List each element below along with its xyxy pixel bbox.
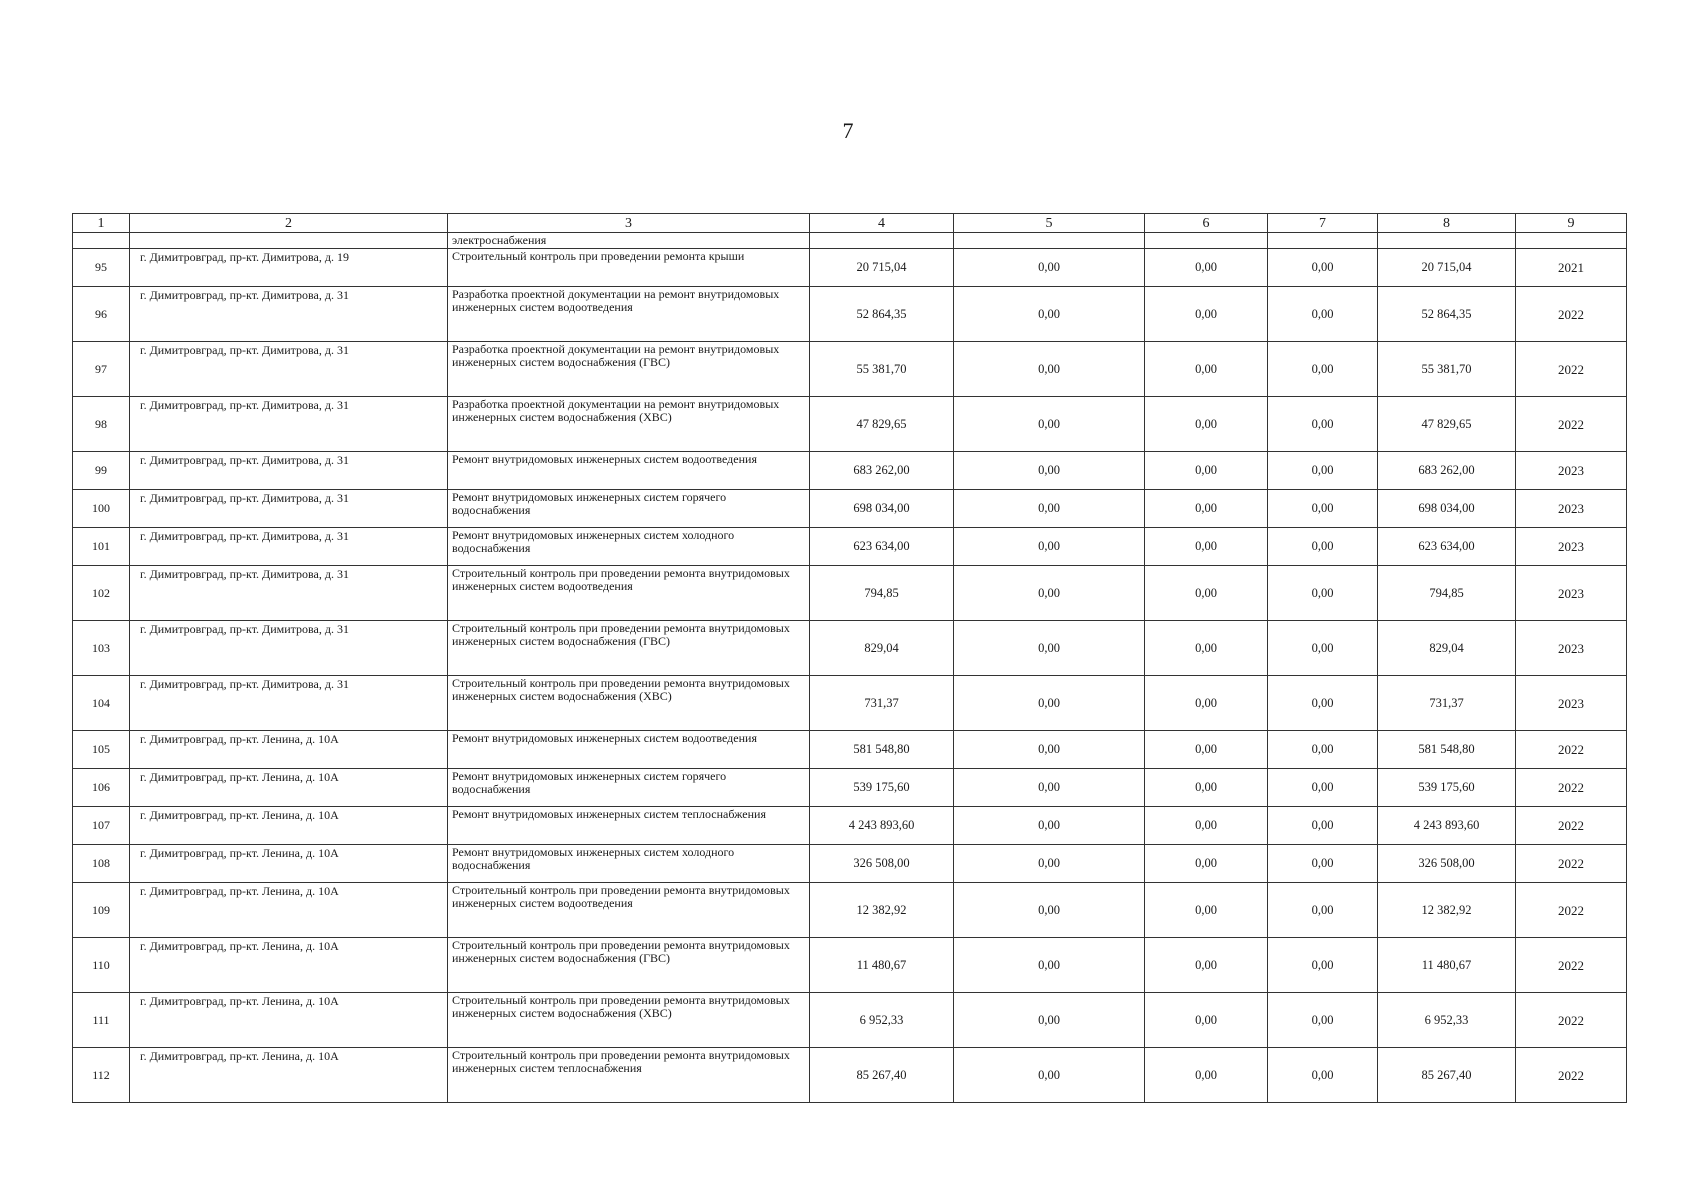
address-cell: г. Димитровград, пр-кт. Ленина, д. 10А xyxy=(130,845,448,883)
work-description: Ремонт внутридомовых инженерных систем холодного водоснабжения xyxy=(448,845,810,883)
total-cost: 12 382,92 xyxy=(810,883,954,938)
col5-value: 0,00 xyxy=(954,676,1145,731)
col5-value: 0,00 xyxy=(954,490,1145,528)
col5-value: 0,00 xyxy=(954,287,1145,342)
planned-year: 2022 xyxy=(1516,938,1627,993)
fund-value: 581 548,80 xyxy=(1378,731,1516,769)
table-row xyxy=(73,845,1627,883)
col5-value: 0,00 xyxy=(954,883,1145,938)
address-cell: г. Димитровград, пр-кт. Димитрова, д. 31 xyxy=(130,621,448,676)
table-row xyxy=(73,397,1627,452)
header-col-2: 2 xyxy=(130,214,448,233)
work-description: Разработка проектной документации на ремонт внутридомовых инженерных систем водоотведения xyxy=(448,287,810,342)
address-cell: г. Димитровград, пр-кт. Ленина, д. 10А xyxy=(130,807,448,845)
work-description: Разработка проектной документации на ремонт внутридомовых инженерных систем водоснабжения (ХВС) xyxy=(448,397,810,452)
col5-value: 0,00 xyxy=(954,452,1145,490)
work-description: Строительный контроль при проведении ремонта внутридомовых инженерных систем водоснабжения (ХВС) xyxy=(448,676,810,731)
planned-year: 2022 xyxy=(1516,807,1627,845)
planned-year: 2022 xyxy=(1516,883,1627,938)
table-row xyxy=(73,993,1627,1048)
col7-value: 0,00 xyxy=(1268,807,1378,845)
address-cell: г. Димитровград, пр-кт. Димитрова, д. 31 xyxy=(130,490,448,528)
total-cost: 683 262,00 xyxy=(810,452,954,490)
table-row xyxy=(73,769,1627,807)
col6-value: 0,00 xyxy=(1145,490,1268,528)
work-description: Строительный контроль при проведении ремонта внутридомовых инженерных систем водоотведения xyxy=(448,883,810,938)
planned-year: 2022 xyxy=(1516,993,1627,1048)
total-cost: 581 548,80 xyxy=(810,731,954,769)
col7-value: 0,00 xyxy=(1268,287,1378,342)
col6-value: 0,00 xyxy=(1145,528,1268,566)
address-cell: г. Димитровград, пр-кт. Димитрова, д. 31 xyxy=(130,342,448,397)
col5-value: 0,00 xyxy=(954,528,1145,566)
col7-value: 0,00 xyxy=(1268,731,1378,769)
col5-value: 0,00 xyxy=(954,993,1145,1048)
col5-value: 0,00 xyxy=(954,566,1145,621)
row-number: 98 xyxy=(73,397,130,452)
address-cell: г. Димитровград, пр-кт. Димитрова, д. 19 xyxy=(130,249,448,287)
work-description: Ремонт внутридомовых инженерных систем холодного водоснабжения xyxy=(448,528,810,566)
col6-value: 0,00 xyxy=(1145,452,1268,490)
table-row xyxy=(73,676,1627,731)
col7-value: 0,00 xyxy=(1268,621,1378,676)
planned-year: 2022 xyxy=(1516,769,1627,807)
address-cell: г. Димитровград, пр-кт. Димитрова, д. 31 xyxy=(130,566,448,621)
col6-value: 0,00 xyxy=(1145,807,1268,845)
total-cost: 539 175,60 xyxy=(810,769,954,807)
address-cell: г. Димитровград, пр-кт. Ленина, д. 10А xyxy=(130,938,448,993)
total-cost: 794,85 xyxy=(810,566,954,621)
col7-value: 0,00 xyxy=(1268,342,1378,397)
row-number: 106 xyxy=(73,769,130,807)
table-row xyxy=(73,938,1627,993)
col5-value: 0,00 xyxy=(954,1048,1145,1103)
col6-value: 0,00 xyxy=(1145,397,1268,452)
col6-value: 0,00 xyxy=(1145,676,1268,731)
row-number: 101 xyxy=(73,528,130,566)
repair-plan-table-wrapper xyxy=(72,213,1626,1103)
address-cell: г. Димитровград, пр-кт. Димитрова, д. 31 xyxy=(130,676,448,731)
col6-value: 0,00 xyxy=(1145,731,1268,769)
header-col-8: 8 xyxy=(1378,214,1516,233)
col6-value: 0,00 xyxy=(1145,769,1268,807)
planned-year: 2022 xyxy=(1516,342,1627,397)
continuation-cell-4 xyxy=(810,233,954,249)
header-col-1: 1 xyxy=(73,214,130,233)
col7-value: 0,00 xyxy=(1268,938,1378,993)
page-number: 7 xyxy=(842,118,854,143)
col7-value: 0,00 xyxy=(1268,249,1378,287)
row-number: 97 xyxy=(73,342,130,397)
planned-year: 2023 xyxy=(1516,490,1627,528)
table-row xyxy=(73,621,1627,676)
planned-year: 2022 xyxy=(1516,397,1627,452)
fund-value: 731,37 xyxy=(1378,676,1516,731)
col7-value: 0,00 xyxy=(1268,1048,1378,1103)
planned-year: 2023 xyxy=(1516,566,1627,621)
fund-value: 20 715,04 xyxy=(1378,249,1516,287)
fund-value: 47 829,65 xyxy=(1378,397,1516,452)
work-description: Ремонт внутридомовых инженерных систем горячего водоснабжения xyxy=(448,769,810,807)
total-cost: 623 634,00 xyxy=(810,528,954,566)
total-cost: 6 952,33 xyxy=(810,993,954,1048)
continuation-cell-6 xyxy=(1145,233,1268,249)
fund-value: 683 262,00 xyxy=(1378,452,1516,490)
work-description: Строительный контроль при проведении ремонта внутридомовых инженерных систем водоснабжения (ГВС) xyxy=(448,938,810,993)
work-description: Строительный контроль при проведении ремонта внутридомовых инженерных систем водоотведения xyxy=(448,566,810,621)
row-number: 95 xyxy=(73,249,130,287)
address-cell: г. Димитровград, пр-кт. Ленина, д. 10А xyxy=(130,1048,448,1103)
total-cost: 326 508,00 xyxy=(810,845,954,883)
table-row xyxy=(73,566,1627,621)
row-number: 102 xyxy=(73,566,130,621)
row-number: 96 xyxy=(73,287,130,342)
continuation-cell-9 xyxy=(1516,233,1627,249)
table-row xyxy=(73,342,1627,397)
col5-value: 0,00 xyxy=(954,938,1145,993)
planned-year: 2023 xyxy=(1516,676,1627,731)
work-description: Разработка проектной документации на ремонт внутридомовых инженерных систем водоснабжения (ГВС) xyxy=(448,342,810,397)
fund-value: 539 175,60 xyxy=(1378,769,1516,807)
fund-value: 829,04 xyxy=(1378,621,1516,676)
col7-value: 0,00 xyxy=(1268,993,1378,1048)
fund-value: 52 864,35 xyxy=(1378,287,1516,342)
planned-year: 2023 xyxy=(1516,621,1627,676)
col6-value: 0,00 xyxy=(1145,287,1268,342)
address-cell: г. Димитровград, пр-кт. Димитрова, д. 31 xyxy=(130,397,448,452)
row-number: 109 xyxy=(73,883,130,938)
table-row xyxy=(73,528,1627,566)
fund-value: 4 243 893,60 xyxy=(1378,807,1516,845)
continuation-row xyxy=(73,233,1627,249)
planned-year: 2022 xyxy=(1516,1048,1627,1103)
work-description: Строительный контроль при проведении ремонта внутридомовых инженерных систем теплоснабжения xyxy=(448,1048,810,1103)
row-number: 103 xyxy=(73,621,130,676)
work-description: Ремонт внутридомовых инженерных систем водоотведения xyxy=(448,731,810,769)
col7-value: 0,00 xyxy=(1268,676,1378,731)
col6-value: 0,00 xyxy=(1145,993,1268,1048)
address-cell: г. Димитровград, пр-кт. Димитрова, д. 31 xyxy=(130,528,448,566)
address-cell: г. Димитровград, пр-кт. Ленина, д. 10А xyxy=(130,769,448,807)
fund-value: 623 634,00 xyxy=(1378,528,1516,566)
col5-value: 0,00 xyxy=(954,731,1145,769)
row-number: 112 xyxy=(73,1048,130,1103)
fund-value: 55 381,70 xyxy=(1378,342,1516,397)
total-cost: 47 829,65 xyxy=(810,397,954,452)
col5-value: 0,00 xyxy=(954,249,1145,287)
fund-value: 698 034,00 xyxy=(1378,490,1516,528)
header-col-6: 6 xyxy=(1145,214,1268,233)
table-row xyxy=(73,490,1627,528)
total-cost: 698 034,00 xyxy=(810,490,954,528)
continuation-cell-num xyxy=(73,233,130,249)
col5-value: 0,00 xyxy=(954,807,1145,845)
total-cost: 4 243 893,60 xyxy=(810,807,954,845)
col7-value: 0,00 xyxy=(1268,769,1378,807)
col6-value: 0,00 xyxy=(1145,249,1268,287)
total-cost: 85 267,40 xyxy=(810,1048,954,1103)
col7-value: 0,00 xyxy=(1268,490,1378,528)
continuation-cell-5 xyxy=(954,233,1145,249)
header-col-7: 7 xyxy=(1268,214,1378,233)
row-number: 110 xyxy=(73,938,130,993)
col6-value: 0,00 xyxy=(1145,938,1268,993)
row-number: 99 xyxy=(73,452,130,490)
header-col-5: 5 xyxy=(954,214,1145,233)
work-description: Строительный контроль при проведении ремонта крыши xyxy=(448,249,810,287)
total-cost: 52 864,35 xyxy=(810,287,954,342)
total-cost: 829,04 xyxy=(810,621,954,676)
col6-value: 0,00 xyxy=(1145,845,1268,883)
col6-value: 0,00 xyxy=(1145,1048,1268,1103)
total-cost: 11 480,67 xyxy=(810,938,954,993)
row-number: 105 xyxy=(73,731,130,769)
col7-value: 0,00 xyxy=(1268,845,1378,883)
col7-value: 0,00 xyxy=(1268,883,1378,938)
planned-year: 2022 xyxy=(1516,845,1627,883)
fund-value: 794,85 xyxy=(1378,566,1516,621)
address-cell: г. Димитровград, пр-кт. Ленина, д. 10А xyxy=(130,993,448,1048)
row-number: 100 xyxy=(73,490,130,528)
address-cell: г. Димитровград, пр-кт. Димитрова, д. 31 xyxy=(130,287,448,342)
table-row xyxy=(73,249,1627,287)
continuation-cell-8 xyxy=(1378,233,1516,249)
planned-year: 2022 xyxy=(1516,731,1627,769)
col5-value: 0,00 xyxy=(954,621,1145,676)
fund-value: 12 382,92 xyxy=(1378,883,1516,938)
col7-value: 0,00 xyxy=(1268,566,1378,621)
col6-value: 0,00 xyxy=(1145,342,1268,397)
col6-value: 0,00 xyxy=(1145,566,1268,621)
col5-value: 0,00 xyxy=(954,342,1145,397)
col7-value: 0,00 xyxy=(1268,452,1378,490)
table-row xyxy=(73,452,1627,490)
total-cost: 20 715,04 xyxy=(810,249,954,287)
fund-value: 326 508,00 xyxy=(1378,845,1516,883)
address-cell: г. Димитровград, пр-кт. Ленина, д. 10А xyxy=(130,731,448,769)
planned-year: 2023 xyxy=(1516,452,1627,490)
row-number: 107 xyxy=(73,807,130,845)
work-description: Ремонт внутридомовых инженерных систем теплоснабжения xyxy=(448,807,810,845)
row-number: 104 xyxy=(73,676,130,731)
column-number-header xyxy=(73,214,1627,233)
total-cost: 55 381,70 xyxy=(810,342,954,397)
row-number: 111 xyxy=(73,993,130,1048)
repair-plan-table xyxy=(72,213,1627,1103)
table-row xyxy=(73,731,1627,769)
header-col-9: 9 xyxy=(1516,214,1627,233)
col7-value: 0,00 xyxy=(1268,397,1378,452)
total-cost: 731,37 xyxy=(810,676,954,731)
table-row xyxy=(73,807,1627,845)
header-col-4: 4 xyxy=(810,214,954,233)
planned-year: 2022 xyxy=(1516,287,1627,342)
col5-value: 0,00 xyxy=(954,769,1145,807)
address-cell: г. Димитровград, пр-кт. Димитрова, д. 31 xyxy=(130,452,448,490)
fund-value: 6 952,33 xyxy=(1378,993,1516,1048)
work-description: Ремонт внутридомовых инженерных систем горячего водоснабжения xyxy=(448,490,810,528)
fund-value: 85 267,40 xyxy=(1378,1048,1516,1103)
col6-value: 0,00 xyxy=(1145,883,1268,938)
work-description: Строительный контроль при проведении ремонта внутридомовых инженерных систем водоснабжения (ХВС) xyxy=(448,993,810,1048)
col7-value: 0,00 xyxy=(1268,528,1378,566)
col5-value: 0,00 xyxy=(954,397,1145,452)
continuation-cell-7 xyxy=(1268,233,1378,249)
table-row xyxy=(73,287,1627,342)
work-description: Строительный контроль при проведении ремонта внутридомовых инженерных систем водоснабжения (ГВС) xyxy=(448,621,810,676)
col6-value: 0,00 xyxy=(1145,621,1268,676)
planned-year: 2021 xyxy=(1516,249,1627,287)
header-col-3: 3 xyxy=(448,214,810,233)
row-number: 108 xyxy=(73,845,130,883)
col5-value: 0,00 xyxy=(954,845,1145,883)
fund-value: 11 480,67 xyxy=(1378,938,1516,993)
table-row xyxy=(73,883,1627,938)
address-cell: г. Димитровград, пр-кт. Ленина, д. 10А xyxy=(130,883,448,938)
continuation-text: электроснабжения xyxy=(448,233,810,249)
planned-year: 2023 xyxy=(1516,528,1627,566)
continuation-cell-address xyxy=(130,233,448,249)
table-row xyxy=(73,1048,1627,1103)
work-description: Ремонт внутридомовых инженерных систем водоотведения xyxy=(448,452,810,490)
